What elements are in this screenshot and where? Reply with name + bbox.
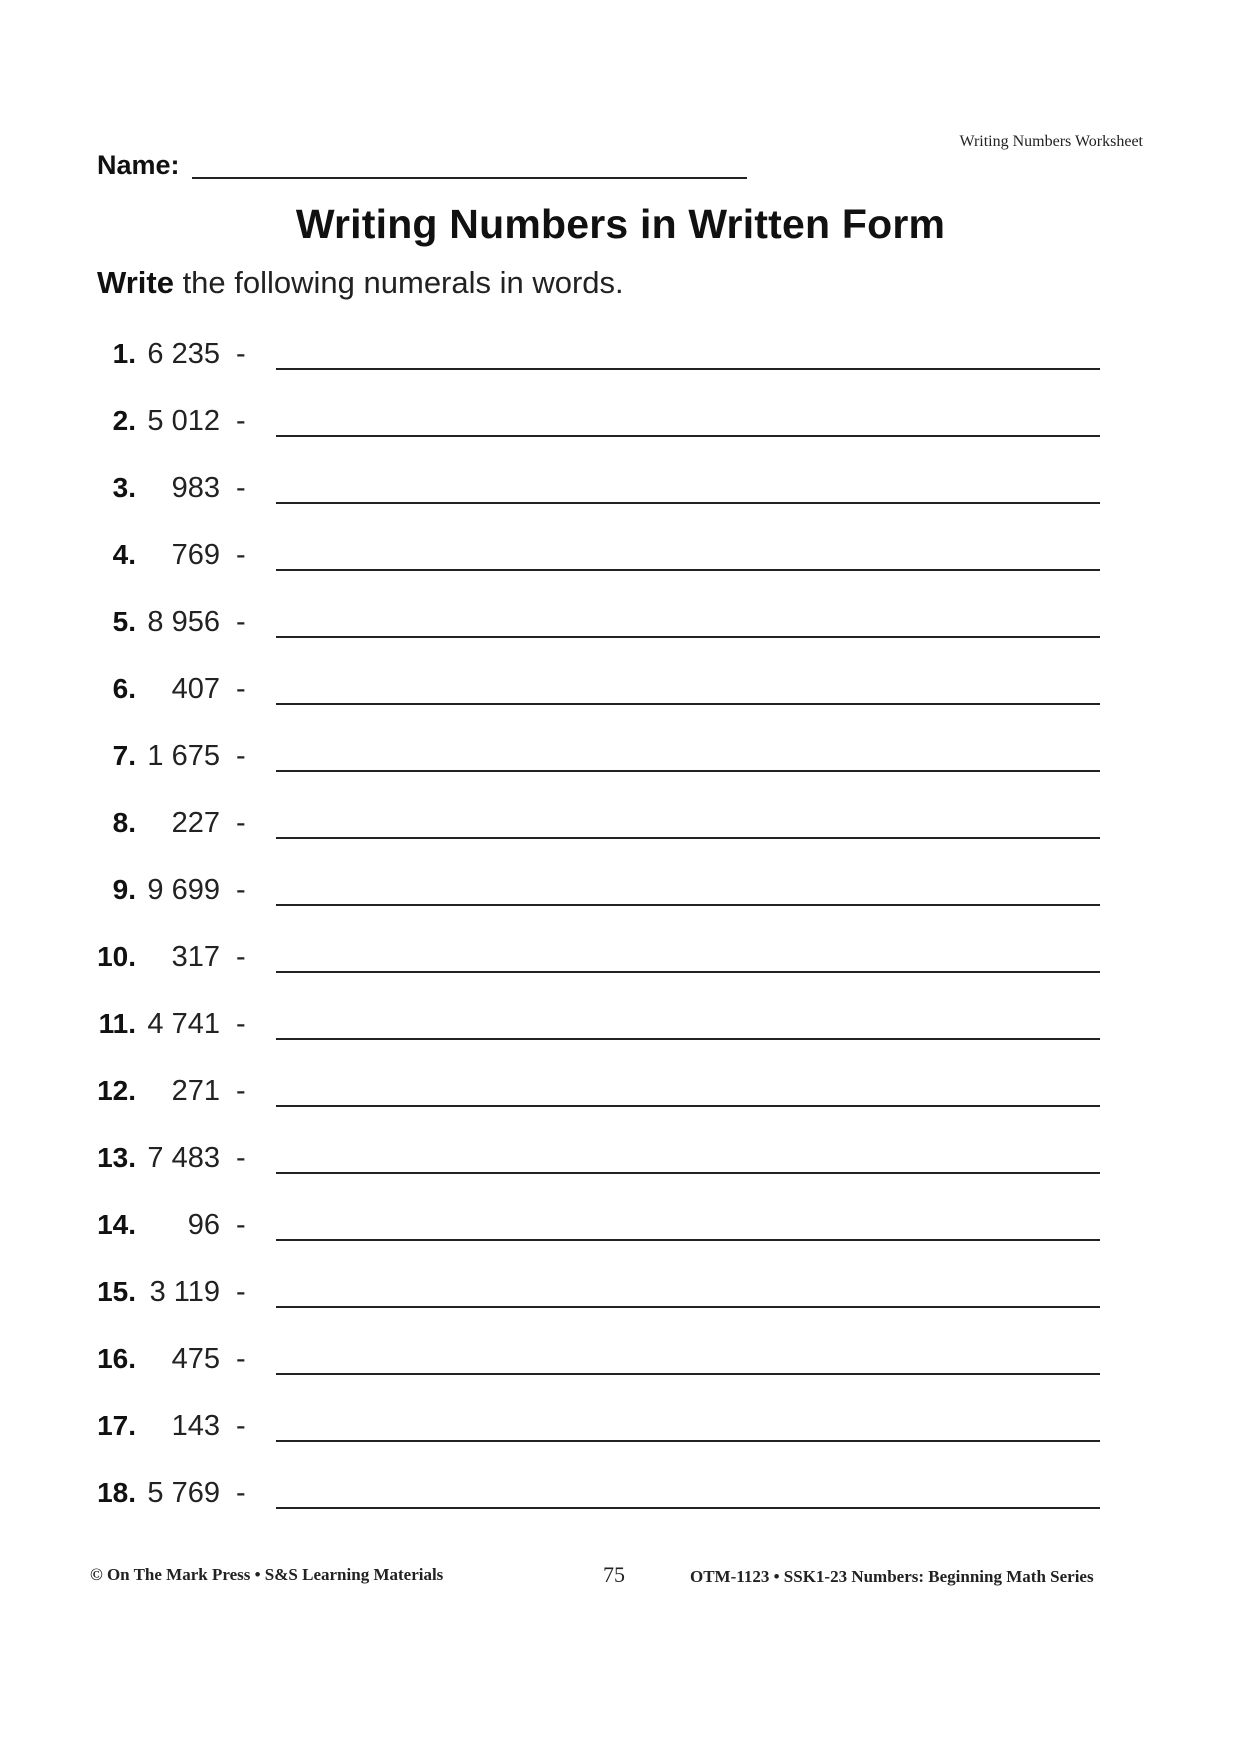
item-numeral: 1 675 (147, 740, 220, 772)
item-numeral: 3 119 (149, 1276, 220, 1308)
page-title: Writing Numbers in Written Form (295, 201, 946, 247)
item-dash: - (236, 1008, 246, 1040)
item-dash: - (236, 1075, 246, 1107)
item-number: 4. (112, 539, 136, 570)
name-label: Name: (97, 150, 180, 180)
answer-line[interactable] (276, 569, 1100, 571)
exercise-item (90, 539, 1100, 606)
item-number: 14. (97, 1209, 136, 1240)
answer-line[interactable] (276, 1306, 1100, 1308)
exercise-item (90, 740, 1100, 807)
item-dash: - (236, 606, 246, 638)
exercise-item (90, 673, 1100, 740)
item-dash: - (236, 1142, 246, 1174)
worksheet-header-tag: Writing Numbers Worksheet (959, 133, 1143, 150)
item-number: 8. (112, 807, 136, 838)
item-numeral: 407 (171, 673, 220, 705)
item-number: 3. (112, 472, 136, 503)
footer-series-info: OTM-1123 • SSK1-23 Numbers: Beginning Math Series (690, 1567, 1094, 1586)
exercise-item (90, 874, 1100, 941)
item-numeral: 769 (171, 539, 220, 571)
item-number: 15. (97, 1276, 136, 1307)
item-number: 11. (98, 1008, 136, 1039)
instructions (97, 265, 624, 301)
item-numeral: 8 956 (147, 606, 220, 638)
exercise-item (90, 1075, 1100, 1142)
answer-line[interactable] (276, 971, 1100, 973)
answer-line[interactable] (276, 435, 1100, 437)
exercise-item (90, 1142, 1100, 1209)
instructions-text: the following numerals in words. (173, 265, 624, 300)
answer-line[interactable] (276, 1239, 1100, 1241)
item-number: 13. (97, 1142, 136, 1173)
item-number: 10. (97, 941, 136, 972)
instructions-bold-word: Write (97, 265, 174, 300)
item-dash: - (236, 941, 246, 973)
item-numeral: 5 012 (147, 405, 220, 437)
item-dash: - (236, 1343, 246, 1375)
item-dash: - (236, 1477, 246, 1509)
item-number: 2. (112, 405, 136, 436)
answer-line[interactable] (276, 703, 1100, 705)
exercise-item (90, 941, 1100, 1008)
item-dash: - (236, 1276, 246, 1308)
exercise-item (90, 472, 1100, 539)
answer-line[interactable] (276, 770, 1100, 772)
item-number: 12. (97, 1075, 136, 1106)
exercise-item (90, 807, 1100, 874)
exercise-list (90, 338, 1100, 1544)
item-dash: - (236, 874, 246, 906)
answer-line[interactable] (276, 636, 1100, 638)
exercise-item (90, 1008, 1100, 1075)
item-numeral: 7 483 (147, 1142, 220, 1174)
item-numeral: 317 (171, 941, 220, 973)
item-numeral: 9 699 (147, 874, 220, 906)
item-numeral: 5 769 (147, 1477, 220, 1509)
item-dash: - (236, 338, 246, 370)
answer-line[interactable] (276, 368, 1100, 370)
exercise-item (90, 1477, 1100, 1544)
item-numeral: 271 (171, 1075, 220, 1107)
exercise-item (90, 405, 1100, 472)
item-number: 1. (112, 338, 136, 369)
item-number: 5. (112, 606, 136, 637)
item-dash: - (236, 740, 246, 772)
name-blank-line[interactable] (192, 177, 747, 179)
answer-line[interactable] (276, 1373, 1100, 1375)
item-number: 18. (97, 1477, 136, 1508)
answer-line[interactable] (276, 1105, 1100, 1107)
answer-line[interactable] (276, 1507, 1100, 1509)
item-number: 9. (112, 874, 136, 905)
item-dash: - (236, 405, 246, 437)
item-dash: - (236, 472, 246, 504)
item-dash: - (236, 539, 246, 571)
item-dash: - (236, 1209, 246, 1241)
exercise-item (90, 1209, 1100, 1276)
answer-line[interactable] (276, 1440, 1100, 1442)
answer-line[interactable] (276, 1172, 1100, 1174)
item-numeral: 475 (171, 1343, 220, 1375)
answer-line[interactable] (276, 1038, 1100, 1040)
item-numeral: 96 (187, 1209, 220, 1241)
item-numeral: 4 741 (147, 1008, 220, 1040)
item-numeral: 983 (171, 472, 220, 504)
item-dash: - (236, 807, 246, 839)
exercise-item (90, 1410, 1100, 1477)
answer-line[interactable] (276, 837, 1100, 839)
item-number: 16. (97, 1343, 136, 1374)
exercise-item (90, 338, 1100, 405)
item-numeral: 6 235 (147, 338, 220, 370)
footer-copyright: © On The Mark Press • S&S Learning Materials (90, 1565, 444, 1584)
exercise-item (90, 1276, 1100, 1343)
exercise-item (90, 606, 1100, 673)
answer-line[interactable] (276, 904, 1100, 906)
name-field-row (97, 150, 747, 181)
item-numeral: 143 (171, 1410, 220, 1442)
item-number: 6. (112, 673, 136, 704)
footer-page-number: 75 (603, 1562, 625, 1587)
item-number: 7. (112, 740, 136, 771)
exercise-item (90, 1343, 1100, 1410)
item-numeral: 227 (171, 807, 220, 839)
item-dash: - (236, 1410, 246, 1442)
item-number: 17. (97, 1410, 136, 1441)
item-dash: - (236, 673, 246, 705)
answer-line[interactable] (276, 502, 1100, 504)
